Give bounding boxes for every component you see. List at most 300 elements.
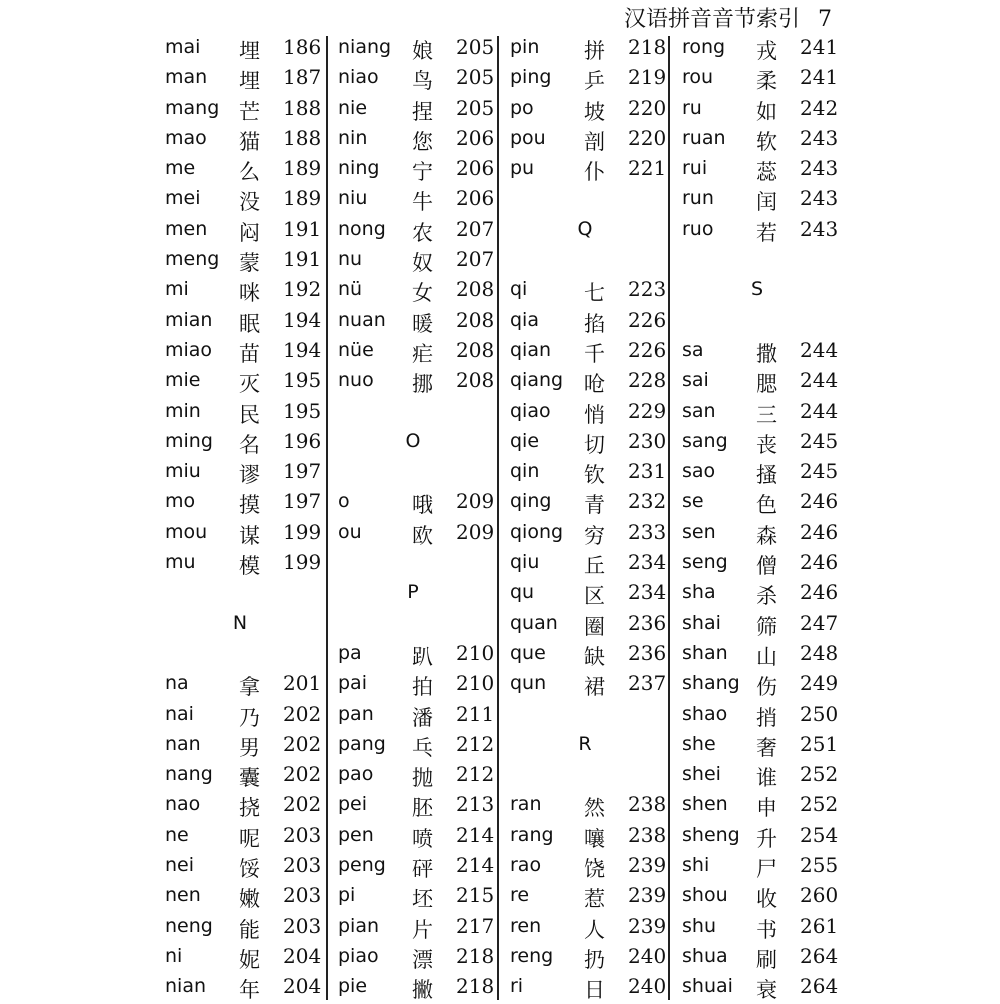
index-entry	[682, 973, 852, 1003]
pinyin-syllable: mai	[165, 36, 201, 58]
blank-row	[338, 398, 508, 428]
example-character: 山	[756, 644, 777, 669]
page-ref: 208	[456, 368, 495, 393]
pinyin-syllable: miu	[165, 460, 201, 483]
example-character: 圈	[584, 614, 605, 639]
page-ref: 243	[800, 186, 839, 211]
example-character: 谋	[239, 523, 260, 548]
pinyin-syllable: qi	[510, 278, 528, 301]
example-character: 丘	[584, 554, 605, 579]
index-entry	[510, 913, 680, 943]
page-ref: 244	[800, 337, 839, 362]
page-ref: 213	[456, 792, 495, 817]
pinyin-syllable: shao	[682, 702, 728, 725]
index-entry	[510, 307, 680, 337]
page-ref: 237	[628, 671, 667, 696]
pinyin-syllable: min	[165, 399, 201, 422]
page-ref: 205	[456, 65, 495, 90]
page-ref: 249	[800, 671, 839, 696]
pinyin-syllable: pen	[338, 823, 374, 846]
index-column-1	[165, 34, 335, 1004]
pinyin-syllable: reng	[510, 944, 554, 967]
page-ref: 246	[800, 550, 839, 575]
index-entry	[682, 95, 852, 125]
index-entry	[165, 125, 335, 155]
example-character: 挠	[239, 796, 260, 821]
page-ref: 230	[628, 428, 667, 453]
index-entry	[510, 822, 680, 852]
blank-row	[682, 307, 852, 337]
page-ref: 214	[456, 853, 495, 878]
pinyin-syllable: piao	[338, 944, 379, 967]
pinyin-syllable: pao	[338, 763, 374, 786]
pinyin-syllable: nuan	[338, 308, 386, 331]
pinyin-syllable: ou	[338, 520, 362, 543]
page-number: 7	[818, 7, 832, 32]
example-character: 如	[756, 99, 777, 124]
pinyin-syllable: shei	[682, 763, 721, 786]
pinyin-syllable: sha	[682, 581, 716, 604]
index-entry	[165, 701, 335, 731]
pinyin-syllable: nüe	[338, 338, 374, 361]
column-divider	[326, 36, 328, 1000]
index-entry	[338, 246, 508, 276]
index-entry	[682, 913, 852, 943]
blank-row	[510, 246, 680, 276]
index-entry	[165, 822, 335, 852]
pinyin-syllable: nian	[165, 975, 207, 998]
index-entry	[682, 64, 852, 94]
pinyin-syllable: mao	[165, 126, 207, 149]
example-character: 钦	[584, 463, 605, 488]
page-ref: 223	[628, 277, 667, 302]
section-heading-row	[165, 610, 335, 640]
index-entry	[682, 34, 852, 64]
blank-row	[510, 185, 680, 215]
index-entry	[165, 852, 335, 882]
example-character: 娘	[412, 39, 433, 63]
pinyin-syllable: ming	[165, 429, 213, 452]
pinyin-syllable: man	[165, 66, 208, 89]
pinyin-syllable: rang	[510, 823, 554, 846]
index-entry	[510, 155, 680, 185]
example-character: 疟	[412, 341, 433, 366]
page-ref: 239	[628, 913, 667, 938]
page-ref: 241	[800, 35, 839, 59]
example-character: 坡	[584, 99, 605, 124]
pinyin-syllable: ran	[510, 793, 542, 816]
example-character: 欧	[412, 523, 433, 548]
pinyin-syllable: mei	[165, 187, 201, 210]
page-ref: 194	[283, 307, 322, 332]
index-entry	[682, 640, 852, 670]
example-character: 嚷	[584, 826, 605, 851]
page-ref: 226	[628, 307, 667, 332]
page-ref: 242	[800, 95, 839, 120]
example-character: 区	[584, 584, 605, 609]
index-entry	[682, 519, 852, 549]
index-entry	[165, 185, 335, 215]
index-column-2	[338, 34, 508, 1004]
example-character: 申	[756, 796, 777, 821]
section-letter: Q	[577, 217, 593, 240]
page-ref: 233	[628, 519, 667, 544]
blank-row	[338, 458, 508, 488]
index-entry	[165, 246, 335, 276]
page-ref: 189	[283, 186, 322, 211]
index-entry	[338, 670, 508, 700]
page-ref: 261	[800, 913, 839, 938]
example-character: 趴	[412, 644, 433, 669]
page-ref: 252	[800, 762, 839, 787]
index-entry	[682, 761, 852, 791]
blank-row	[682, 246, 852, 276]
index-entry	[165, 488, 335, 518]
pinyin-syllable: quan	[510, 611, 558, 634]
example-character: 衰	[756, 978, 777, 1003]
page-ref: 247	[800, 610, 839, 635]
pinyin-syllable: re	[510, 884, 530, 907]
example-character: 闰	[756, 190, 777, 215]
page-ref: 248	[800, 640, 839, 665]
page-ref: 246	[800, 489, 839, 514]
index-entry	[510, 125, 680, 155]
pinyin-syllable: nuo	[338, 369, 374, 392]
index-entry	[338, 913, 508, 943]
page-ref: 187	[283, 65, 322, 90]
index-entry	[165, 913, 335, 943]
example-character: 年	[239, 978, 260, 1003]
index-entry	[682, 398, 852, 428]
blank-row	[510, 701, 680, 731]
page-ref: 215	[456, 883, 495, 908]
pinyin-syllable: sa	[682, 338, 704, 361]
index-entry	[165, 307, 335, 337]
example-character: 惹	[584, 887, 605, 912]
index-entry	[165, 216, 335, 246]
page-ref: 245	[800, 459, 839, 484]
index-entry	[682, 852, 852, 882]
pinyin-syllable: qia	[510, 308, 539, 331]
page-ref: 188	[283, 125, 322, 150]
page-ref: 218	[628, 35, 667, 59]
example-character: 戎	[756, 39, 777, 63]
page-ref: 208	[456, 337, 495, 362]
page-ref: 202	[283, 731, 322, 756]
example-character: 收	[756, 887, 777, 912]
pinyin-syllable: rou	[682, 66, 714, 89]
example-character: 丧	[756, 432, 777, 457]
index-entry	[165, 549, 335, 579]
page-ref: 234	[628, 580, 667, 605]
example-character: 千	[584, 341, 605, 366]
page-ref: 240	[628, 943, 667, 968]
pinyin-syllable: o	[338, 490, 350, 513]
section-letter: P	[407, 581, 419, 604]
pinyin-syllable: shan	[682, 641, 728, 664]
section-letter: N	[232, 611, 248, 634]
page-ref: 220	[628, 125, 667, 150]
example-character: 咪	[239, 281, 260, 306]
index-entry	[510, 64, 680, 94]
index-entry	[165, 64, 335, 94]
example-character: 乓	[412, 735, 433, 760]
example-character: 乒	[584, 69, 605, 94]
page-ref: 243	[800, 216, 839, 241]
page-ref: 207	[456, 247, 495, 272]
example-character: 剖	[584, 129, 605, 154]
page-ref: 203	[283, 822, 322, 847]
index-entry	[338, 488, 508, 518]
index-entry	[510, 610, 680, 640]
page-ref: 201	[283, 671, 322, 696]
page-ref: 231	[628, 459, 667, 484]
pinyin-syllable: ri	[510, 975, 524, 998]
pinyin-syllable: nong	[338, 217, 386, 240]
pinyin-syllable: niao	[338, 66, 379, 89]
page-ref: 191	[283, 247, 322, 272]
example-character: 谁	[756, 766, 777, 791]
example-character: 撒	[756, 341, 777, 366]
index-entry	[682, 791, 852, 821]
page-ref: 210	[456, 640, 495, 665]
pinyin-syllable: sheng	[682, 823, 740, 846]
pinyin-syllable: nü	[338, 278, 363, 301]
index-entry	[510, 791, 680, 821]
page-ref: 239	[628, 883, 667, 908]
page-ref: 220	[628, 95, 667, 120]
example-character: 书	[756, 917, 777, 942]
pinyin-syllable: mie	[165, 369, 201, 392]
page-ref: 186	[283, 35, 322, 59]
page-ref: 199	[283, 519, 322, 544]
index-entry	[338, 519, 508, 549]
index-entry	[682, 216, 852, 246]
index-entry	[165, 367, 335, 397]
pinyin-syllable: shuai	[682, 975, 733, 998]
example-character: 囊	[239, 766, 260, 791]
page-ref: 255	[800, 853, 839, 878]
example-character: 猫	[239, 129, 260, 154]
example-character: 抛	[412, 766, 433, 791]
example-character: 捎	[756, 705, 777, 730]
index-entry	[338, 216, 508, 246]
index-entry	[510, 852, 680, 882]
example-character: 柔	[756, 69, 777, 94]
section-heading-row	[338, 579, 508, 609]
example-character: 软	[756, 129, 777, 154]
example-character: 名	[239, 432, 260, 457]
index-title: 汉语拼音音节索引	[623, 7, 800, 32]
page-ref: 229	[628, 398, 667, 423]
example-character: 裙	[584, 675, 605, 700]
index-entry	[682, 337, 852, 367]
page-ref: 226	[628, 337, 667, 362]
pinyin-syllable: nin	[338, 126, 368, 149]
pinyin-syllable: rao	[510, 854, 542, 877]
column-divider	[668, 36, 670, 1000]
page-ref: 234	[628, 550, 667, 575]
example-character: 杀	[756, 584, 777, 609]
pinyin-syllable: peng	[338, 854, 386, 877]
pinyin-syllable: mo	[165, 490, 196, 513]
index-entry	[165, 670, 335, 700]
blank-row	[510, 761, 680, 791]
example-character: 呛	[584, 372, 605, 397]
index-entry	[682, 125, 852, 155]
pinyin-syllable: shang	[682, 672, 740, 695]
pinyin-syllable: neng	[165, 914, 213, 937]
index-entry	[510, 337, 680, 367]
pinyin-syllable: na	[165, 672, 189, 695]
example-character: 仆	[584, 160, 605, 185]
example-character: 日	[584, 978, 605, 1003]
pinyin-syllable: qun	[510, 672, 547, 695]
pinyin-syllable: nie	[338, 96, 368, 119]
pinyin-syllable: ping	[510, 66, 552, 89]
page-ref: 243	[800, 125, 839, 150]
pinyin-syllable: pin	[510, 36, 540, 58]
pinyin-syllable: mang	[165, 96, 220, 119]
index-entry	[510, 95, 680, 125]
example-character: 掐	[584, 311, 605, 336]
example-character: 摸	[239, 493, 260, 518]
page-ref: 204	[283, 943, 322, 968]
page-ref: 232	[628, 489, 667, 514]
pinyin-syllable: ni	[165, 944, 183, 967]
example-character: 乃	[239, 705, 260, 730]
blank-row	[165, 579, 335, 609]
pinyin-syllable: she	[682, 732, 716, 755]
index-entry	[338, 701, 508, 731]
index-entry	[510, 640, 680, 670]
index-entry	[338, 367, 508, 397]
index-entry	[338, 943, 508, 973]
pinyin-syllable: po	[510, 96, 534, 119]
example-character: 胚	[412, 796, 433, 821]
example-character: 农	[412, 220, 433, 245]
example-character: 模	[239, 554, 260, 579]
pinyin-syllable: nu	[338, 248, 363, 271]
pinyin-syllable: shu	[682, 914, 716, 937]
index-entry	[338, 761, 508, 791]
pinyin-syllable: pa	[338, 641, 362, 664]
pinyin-syllable: pian	[338, 914, 380, 937]
index-entry	[510, 488, 680, 518]
page-ref: 207	[456, 216, 495, 241]
example-character: 奢	[756, 735, 777, 760]
example-character: 女	[412, 281, 433, 306]
page-ref: 206	[456, 186, 495, 211]
index-entry	[165, 276, 335, 306]
page-ref: 204	[283, 974, 322, 999]
page-ref: 202	[283, 762, 322, 787]
index-entry	[165, 458, 335, 488]
example-character: 没	[239, 190, 260, 215]
example-character: 拼	[584, 39, 605, 63]
page-ref: 202	[283, 701, 322, 726]
example-character: 漂	[412, 947, 433, 972]
page-ref: 208	[456, 307, 495, 332]
example-character: 穷	[584, 523, 605, 548]
index-entry	[165, 973, 335, 1003]
example-character: 牛	[412, 190, 433, 215]
index-column-3	[510, 34, 680, 1004]
example-character: 扔	[584, 947, 605, 972]
page-ref: 241	[800, 65, 839, 90]
pinyin-syllable: nei	[165, 854, 195, 877]
pinyin-syllable: sai	[682, 369, 709, 392]
page-ref: 214	[456, 822, 495, 847]
page-ref: 239	[628, 853, 667, 878]
index-entry	[165, 791, 335, 821]
section-heading-row	[338, 428, 508, 458]
pinyin-syllable: qiong	[510, 520, 564, 543]
example-character: 拿	[239, 675, 260, 700]
pinyin-syllable: nen	[165, 884, 201, 907]
example-character: 筛	[756, 614, 777, 639]
index-entry	[682, 579, 852, 609]
index-entry	[338, 731, 508, 761]
page-ref: 194	[283, 337, 322, 362]
example-character: 灭	[239, 372, 260, 397]
column-divider	[497, 36, 499, 1000]
pinyin-syllable: shi	[682, 854, 710, 877]
page-ref: 254	[800, 822, 839, 847]
example-character: 饶	[584, 857, 605, 882]
page-ref: 197	[283, 459, 322, 484]
example-character: 搔	[756, 463, 777, 488]
index-entry	[338, 185, 508, 215]
page-ref: 192	[283, 277, 322, 302]
page-ref: 245	[800, 428, 839, 453]
example-character: 谬	[239, 463, 260, 488]
pinyin-syllable: ru	[682, 96, 702, 119]
section-heading-row	[682, 276, 852, 306]
example-character: 暖	[412, 311, 433, 336]
index-entry	[165, 34, 335, 64]
index-entry	[338, 640, 508, 670]
index-entry	[682, 701, 852, 731]
pinyin-syllable: san	[682, 399, 716, 422]
example-character: 鸟	[412, 69, 433, 94]
index-entry	[682, 428, 852, 458]
example-character: 嫩	[239, 887, 260, 912]
index-entry	[682, 610, 852, 640]
example-character: 砰	[412, 857, 433, 882]
pinyin-syllable: nai	[165, 702, 194, 725]
blank-row	[338, 549, 508, 579]
index-entry	[338, 337, 508, 367]
example-character: 刷	[756, 947, 777, 972]
index-entry	[165, 731, 335, 761]
page-ref: 196	[283, 428, 322, 453]
page-ref: 191	[283, 216, 322, 241]
index-entry	[338, 852, 508, 882]
index-entry	[510, 428, 680, 458]
pinyin-syllable: mian	[165, 308, 213, 331]
example-character: 色	[756, 493, 777, 518]
pinyin-syllable: pou	[510, 126, 546, 149]
example-character: 埋	[239, 69, 260, 94]
example-character: 蒙	[239, 251, 260, 276]
pinyin-syllable: qu	[510, 581, 535, 604]
page-ref: 199	[283, 550, 322, 575]
index-entry	[510, 579, 680, 609]
blank-row	[165, 640, 335, 670]
index-entry	[510, 276, 680, 306]
page-ref: 251	[800, 731, 839, 756]
